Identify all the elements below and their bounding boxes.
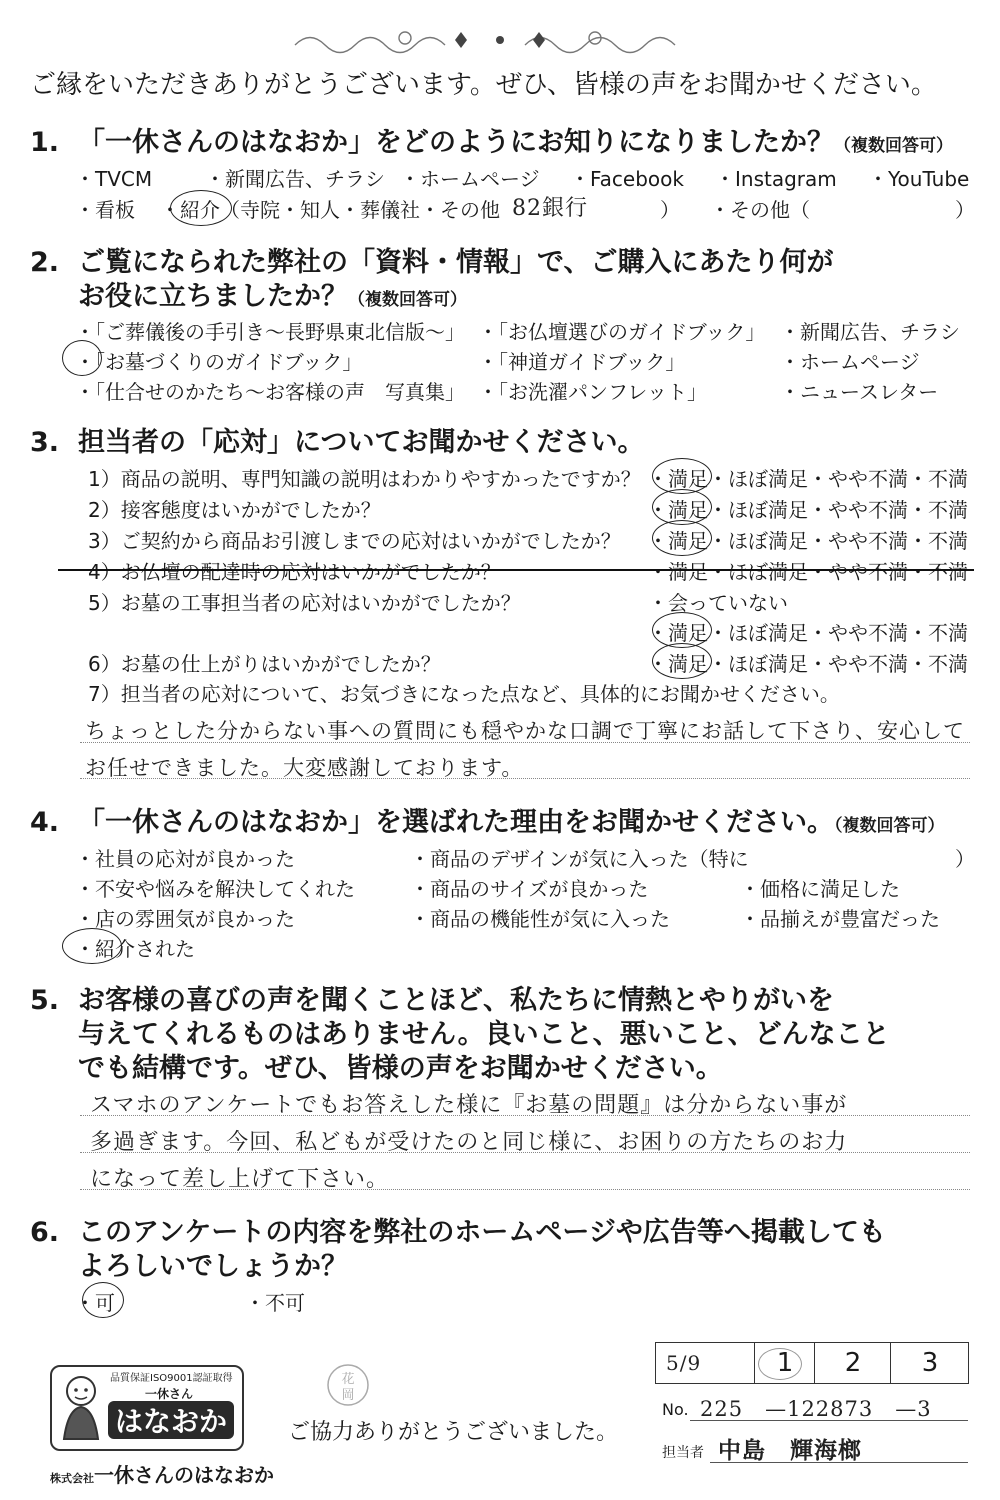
q1-option-tvcm[interactable]: ・TVCM xyxy=(75,167,153,191)
q2-option-grave-guide[interactable]: ・「お墓づくりのガイドブック」 xyxy=(75,350,363,374)
q3-choices-5[interactable]: ・満足・ほぼ満足・やや不満・不満 xyxy=(648,621,968,645)
q3-comment-rule-2 xyxy=(80,778,970,779)
q2-option-butsudan-guide[interactable]: ・「お仏壇選びのガイドブック」 xyxy=(478,320,766,344)
q6-yes-circle-mark xyxy=(82,1282,124,1318)
q2-option-newsletter[interactable]: ・ニュースレター xyxy=(780,380,939,404)
q5-title-line2: 与えてくれるものはありません。良いこと、悪いこと、どんなこと xyxy=(78,1019,890,1050)
q3-comment-rule-1 xyxy=(80,742,970,743)
company-logo xyxy=(50,1365,274,1495)
q4-title-text: 「一休さんのはなおか」を選ばれた理由をお聞かせください。 xyxy=(78,807,834,838)
q3-satisfied-circle-mark-3 xyxy=(652,520,712,556)
q5-comment-line1: スマホのアンケートでもお答えした様に『お墓の問題』は分からない事が xyxy=(90,1093,848,1118)
q2-grave-guide-circle-mark xyxy=(62,340,102,376)
q3-item-1: 1）商品の説明、専門知識の説明はわかりやすかったですか？ xyxy=(88,467,641,491)
q5-comment-line3: になって差し上げて下さい。 xyxy=(90,1167,390,1192)
q1-option-homepage[interactable]: ・ホームページ xyxy=(400,167,540,191)
q1-title xyxy=(30,120,953,159)
logo-small-text: 一休さん xyxy=(145,1387,194,1401)
q1-referral-circle-mark xyxy=(170,190,232,226)
q2-number: 2. xyxy=(30,247,60,278)
q3-item-3: 3）ご契約から商品お引渡しまでの応対はいかがでしたか？ xyxy=(88,529,621,553)
q1-referral-handwritten: 82銀行 xyxy=(512,196,588,221)
rating-cell-1-label: 1 xyxy=(776,1348,794,1378)
seal-stamp-icon xyxy=(325,1362,371,1408)
q4-option-size[interactable]: ・商品のサイズが良かった xyxy=(410,877,649,901)
q4-option-atmosphere[interactable]: ・店の雰囲気が良かった xyxy=(75,907,295,931)
q3-item-4-strikethrough xyxy=(58,569,974,571)
monk-mascot-icon xyxy=(58,1373,104,1443)
rating-cell-2[interactable] xyxy=(814,1343,891,1383)
q3-item-5: 5）お墓の工事担当者の応対はいかがでしたか？ xyxy=(88,591,521,615)
record-number-handwritten: 225 —122873 —3 xyxy=(700,1397,932,1421)
q4-title xyxy=(30,800,945,839)
q5-comment-rule-3 xyxy=(80,1189,970,1190)
q2-option-newspaper[interactable]: ・新聞広告、チラシ xyxy=(780,320,960,344)
q1-option-facebook[interactable]: ・Facebook xyxy=(570,167,684,191)
date-handwritten: 5/9 xyxy=(666,1351,702,1375)
q5-title-line3: でも結構です。ぜひ、皆様の声をお聞かせください。 xyxy=(78,1053,723,1084)
q6-option-yes[interactable]: ・可 xyxy=(75,1291,115,1315)
q3-item-7: 7）担当者の応対について、お気づきになった点など、具体的にお聞かせください。 xyxy=(88,682,840,706)
q6-option-no[interactable]: ・不可 xyxy=(245,1291,305,1315)
q4-note: （複数回答可） xyxy=(834,816,945,836)
q6-number: 6. xyxy=(30,1217,60,1248)
q3-number: 3. xyxy=(30,427,60,458)
record-grid xyxy=(655,1342,969,1384)
q4-option-staff[interactable]: ・社員の応対が良かった xyxy=(75,847,295,871)
q2-option-photo-book[interactable]: ・「仕合せのかたち～お客様の声 写真集」 xyxy=(75,380,465,404)
q2-option-laundry-pamphlet[interactable]: ・「お洗濯パンフレット」 xyxy=(478,380,707,404)
q1-option-instagram[interactable]: ・Instagram xyxy=(715,167,837,191)
q4-design-close: ） xyxy=(955,847,975,871)
q5-comment-rule-2 xyxy=(80,1152,970,1153)
logo-main-text: はなおか xyxy=(108,1401,234,1439)
staff-rule xyxy=(710,1462,968,1463)
q4-option-anxiety[interactable]: ・不安や悩みを解決してくれた xyxy=(75,877,355,901)
q1-note: （複数回答可） xyxy=(834,136,953,156)
staff-name-handwritten: 中島 輝海榔 xyxy=(718,1437,862,1464)
q5-number: 5. xyxy=(30,985,60,1016)
staff-label: 担当者 xyxy=(662,1445,704,1461)
q6-title-line2: よろしいでしょうか？ xyxy=(78,1251,348,1282)
q3-item-2: 2）接客態度はいかがでしたか？ xyxy=(88,498,381,522)
thanks-message: ご協力ありがとうございました。 xyxy=(288,1420,619,1445)
q4-option-function[interactable]: ・商品の機能性が気に入った xyxy=(410,907,670,931)
q3-item-4: 4）お仏壇の配達時の応対はいかがでしたか？ xyxy=(88,560,501,584)
q3-title-text: 担当者の「応対」についてお聞かせください。 xyxy=(78,427,645,458)
company-prefix: 株式会社 xyxy=(50,1472,94,1485)
svg-text:岡: 岡 xyxy=(341,1388,355,1403)
q2-title-line2 xyxy=(78,274,467,313)
q4-option-price[interactable]: ・価格に満足した xyxy=(740,877,900,901)
q2-option-homepage[interactable]: ・ホームページ xyxy=(780,350,920,374)
company-name xyxy=(50,1459,274,1488)
q3-choices-6[interactable]: ・満足・ほぼ満足・やや不満・不満 xyxy=(648,652,968,676)
q6-title-text1: このアンケートの内容を弊社のホームページや広告等へ掲載しても xyxy=(78,1217,886,1248)
q3-title xyxy=(30,420,644,459)
q3-satisfied-circle-mark-6 xyxy=(652,643,712,679)
record-number-rule xyxy=(690,1420,968,1421)
q5-title-text1: お客様の喜びの声を聞くことほど、私たちに情熱とやりがいを xyxy=(78,985,834,1016)
q3-choices-4[interactable]: ・満足・ほぼ満足・やや不満・不満 xyxy=(648,560,968,584)
q1-option-other[interactable]: ・その他（ xyxy=(710,198,810,222)
svg-text:花: 花 xyxy=(341,1372,355,1387)
q3-not-met-option[interactable]: ・会っていない xyxy=(648,591,788,615)
q1-title-text: 「一休さんのはなおか」をどのようにお知りになりましたか？ xyxy=(78,127,834,158)
q4-referred-circle-mark xyxy=(62,928,122,964)
q1-option-newspaper[interactable]: ・新聞広告、チラシ xyxy=(205,167,385,191)
date-cell xyxy=(656,1343,754,1383)
q3-choices-2[interactable]: ・満足・ほぼ満足・やや不満・不満 xyxy=(648,498,968,522)
q2-option-shinto-guide[interactable]: ・「神道ガイドブック」 xyxy=(478,350,686,374)
q2-option-funeral-guide[interactable]: ・「ご葬儀後の手引き～長野県東北信版～」 xyxy=(75,320,465,344)
intro-text: ご縁をいただきありがとうございます。ぜひ、皆様の声をお聞かせください。 xyxy=(30,70,937,100)
q4-option-design[interactable]: ・商品のデザインが気に入った（特に xyxy=(410,847,749,871)
q1-number: 1. xyxy=(30,127,60,158)
q1-other-close: ） xyxy=(955,198,975,222)
q3-choices-3[interactable]: ・満足・ほぼ満足・やや不満・不満 xyxy=(648,529,968,553)
rating-cell-2-label: 2 xyxy=(844,1348,862,1378)
q3-item-6: 6）お墓の仕上がりはいかがでしたか？ xyxy=(88,652,441,676)
rating-cell-3[interactable] xyxy=(890,1343,969,1383)
company-name-text: 一休さんのはなおか xyxy=(94,1463,274,1487)
rating-cell-3-label: 3 xyxy=(921,1348,939,1378)
q2-title-text2: お役に立ちましたか？ xyxy=(78,281,348,312)
q2-title-text1: ご覧になられた弊社の「資料・情報」で、ご購入にあたり何が xyxy=(78,247,834,278)
q1-option-youtube[interactable]: ・YouTube xyxy=(868,167,970,191)
q4-option-referred[interactable]: ・紹介された xyxy=(75,937,195,961)
q5-comment-line2: 多過ぎます。今回、私どもが受けたのと同じ様に、お困りの方たちのお力 xyxy=(90,1130,848,1155)
q1-option-referral[interactable]: ・紹介（寺院・知人・葬儀社・その他 xyxy=(160,198,500,222)
ornament-divider xyxy=(285,20,715,60)
q3-comment-line2: お任せできました。大変感謝しております。 xyxy=(85,756,524,780)
rating-cell-1-stamp-mark xyxy=(758,1348,802,1380)
q4-number: 4. xyxy=(30,807,60,838)
q1-option-signboard[interactable]: ・看板 xyxy=(75,198,135,222)
q3-comment-line1: ちょっとした分からない事への質問にも穏やかな口調で丁寧にお話して下さり、安心して xyxy=(85,719,965,743)
logo-iso-text: 品質保証ISO9001認証取得 xyxy=(110,1373,233,1384)
q4-option-selection[interactable]: ・品揃えが豊富だった xyxy=(740,907,940,931)
q3-choices-1[interactable]: ・満足・ほぼ満足・やや不満・不満 xyxy=(648,467,968,491)
q5-comment-rule-1 xyxy=(80,1115,970,1116)
record-number-label: No. xyxy=(662,1400,689,1419)
q1-referral-close: ） xyxy=(660,198,680,222)
q2-note: （複数回答可） xyxy=(348,290,467,310)
